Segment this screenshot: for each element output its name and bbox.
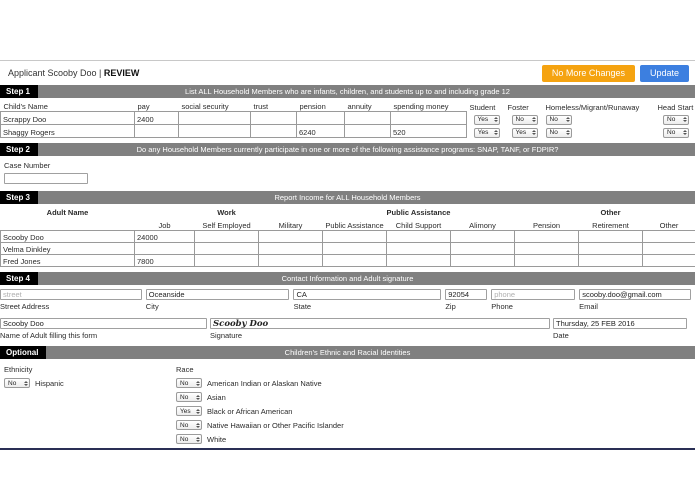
list-item [176, 392, 695, 402]
military-cell[interactable] [259, 243, 323, 255]
city-input[interactable] [146, 289, 290, 300]
col-pay: pay [137, 102, 150, 111]
american-indian-select[interactable] [176, 378, 202, 388]
col-retirement: Retirement [592, 221, 629, 230]
step-3-title: Report Income for ALL Household Members [274, 193, 421, 202]
foster-select[interactable] [512, 128, 538, 138]
table-row [1, 231, 695, 243]
col-spending-money: spending money [393, 102, 449, 111]
head-start-value: No [667, 116, 676, 123]
adult-name-label: Name of Adult filling this form [0, 331, 98, 340]
contact-labels-row [0, 300, 695, 311]
spending-money-cell[interactable]: 520 [391, 125, 467, 138]
updown-arrows-icon [566, 117, 570, 122]
trust-cell[interactable] [251, 125, 297, 138]
american-indian-label: American Indian or Alaskan Native [207, 378, 322, 388]
step-4-title: Contact Information and Adult signature [281, 274, 414, 283]
date-input[interactable] [553, 318, 687, 329]
group-public-assistance: Public Assistance [386, 208, 451, 217]
no-more-changes-button[interactable]: No More Changes [542, 65, 635, 82]
foster-cell [505, 125, 543, 138]
update-button[interactable]: Update [640, 65, 689, 82]
table-row [1, 255, 695, 267]
race-column [176, 365, 695, 448]
child-support-cell[interactable] [387, 243, 451, 255]
step-3-badge: Step 3 [0, 191, 38, 204]
optional-bar [0, 346, 695, 359]
group-spacer [643, 204, 695, 217]
list-item [176, 406, 695, 416]
step-3-group-header-row [1, 204, 695, 217]
social-security-cell[interactable] [179, 112, 251, 125]
adult-name-input[interactable] [0, 318, 207, 329]
race-header: Race [176, 365, 194, 374]
updown-arrows-icon [196, 437, 200, 442]
step-1-header-row [1, 98, 695, 112]
asian-label: Asian [207, 392, 226, 402]
group-spacer [323, 204, 387, 217]
pension-cell[interactable] [515, 231, 579, 243]
step-1-title: List ALL Household Members who are infants, children, and students up to and including grade 12 [185, 87, 510, 96]
street-address-input[interactable] [0, 289, 142, 300]
applicant-name-text: Applicant Scooby Doo | [8, 68, 104, 78]
pension-cell[interactable] [515, 243, 579, 255]
step-2-bar [0, 143, 695, 156]
student-select[interactable] [474, 115, 500, 125]
alimony-cell[interactable] [451, 231, 515, 243]
retirement-cell[interactable] [579, 231, 643, 243]
state-input[interactable] [293, 289, 441, 300]
updown-arrows-icon [24, 381, 28, 386]
child-name-cell[interactable]: Shaggy Rogers [1, 125, 135, 138]
homeless-value: No [549, 116, 558, 123]
updown-arrows-icon [566, 130, 570, 135]
student-cell [467, 125, 505, 138]
optional-body [0, 359, 695, 450]
public-assistance-cell[interactable] [323, 231, 387, 243]
student-select[interactable] [474, 128, 500, 138]
annuity-cell[interactable] [345, 112, 391, 125]
list-item [176, 378, 695, 388]
table-row [1, 125, 695, 138]
hispanic-label: Hispanic [35, 378, 64, 388]
phone-input[interactable] [491, 289, 575, 300]
step-1-bar [0, 85, 695, 98]
top-blank-area [0, 0, 695, 61]
zip-label: Zip [445, 302, 456, 311]
col-pension: pension [299, 102, 326, 111]
self-employed-cell[interactable] [195, 243, 259, 255]
phone-label: Phone [491, 302, 513, 311]
signature-input[interactable] [210, 318, 550, 329]
foster-select[interactable] [512, 115, 538, 125]
col-blank [1, 217, 135, 231]
public-assistance-cell[interactable] [323, 243, 387, 255]
col-annuity: annuity [347, 102, 372, 111]
homeless-select[interactable] [546, 128, 572, 138]
col-head-start: Head Start [657, 102, 694, 112]
step-1-table [0, 98, 695, 138]
child-support-cell[interactable] [387, 255, 451, 267]
student-value: Yes [477, 129, 489, 136]
black-select[interactable] [176, 406, 202, 416]
retirement-cell[interactable] [579, 255, 643, 267]
alimony-cell[interactable] [451, 255, 515, 267]
list-item [4, 378, 176, 388]
group-spacer [135, 204, 195, 217]
col-military: Military [278, 221, 303, 230]
homeless-select[interactable] [546, 115, 572, 125]
pension-cell[interactable] [297, 112, 345, 125]
updown-arrows-icon [494, 130, 498, 135]
contact-inputs-row [0, 285, 695, 300]
updown-arrows-icon [532, 117, 536, 122]
head-start-select[interactable] [663, 128, 689, 138]
native-hawaiian-select[interactable] [176, 420, 202, 430]
annuity-cell[interactable] [345, 125, 391, 138]
optional-badge: Optional [0, 346, 46, 359]
signature-labels-row [0, 329, 695, 340]
step-4-bar [0, 272, 695, 285]
ethnicity-header: Ethnicity [4, 365, 33, 374]
applicant-header-bar [0, 61, 695, 85]
white-select[interactable] [176, 434, 202, 444]
head-start-cell [655, 125, 695, 138]
social-security-cell[interactable] [179, 125, 251, 138]
col-other: Other [659, 221, 679, 230]
job-cell[interactable] [135, 243, 195, 255]
black-label: Black or African American [207, 406, 293, 416]
step-2-title: Do any Household Members currently participate in one or more of the following assistance programs: SNAP, TANF, or FDPIR? [136, 145, 559, 154]
head-start-select[interactable] [663, 115, 689, 125]
signature-inputs-row [0, 311, 695, 329]
updown-arrows-icon [196, 423, 200, 428]
state-label: State [293, 302, 312, 311]
step-2-badge: Step 2 [0, 143, 38, 156]
updown-arrows-icon [683, 117, 687, 122]
review-label: REVIEW [103, 68, 140, 78]
foster-value: No [515, 116, 524, 123]
homeless-cell [543, 125, 655, 138]
spending-money-cell[interactable] [391, 112, 467, 125]
city-label: City [145, 302, 159, 311]
col-child-name: Child's Name [3, 102, 48, 111]
table-row [1, 112, 695, 125]
adult-name-cell[interactable]: Scooby Doo [1, 231, 135, 243]
updown-arrows-icon [196, 409, 200, 414]
list-item [176, 434, 695, 444]
case-number-label: Case Number [4, 161, 51, 170]
other-cell[interactable] [643, 231, 695, 243]
hispanic-value: No [8, 379, 17, 387]
other-cell[interactable] [643, 255, 695, 267]
asian-select[interactable] [176, 392, 202, 402]
updown-arrows-icon [532, 130, 536, 135]
self-employed-cell[interactable] [195, 255, 259, 267]
col-trust: trust [253, 102, 269, 111]
col-pension: Pension [532, 221, 561, 230]
step-3-table [0, 204, 695, 267]
native-hawaiian-label: Native Hawaiian or Other Pacific Islander [207, 420, 344, 430]
zip-input[interactable] [445, 289, 487, 300]
col-homeless-migrant-runaway: Homeless/Migrant/Runaway [545, 102, 640, 112]
col-alimony: Alimony [469, 221, 496, 230]
col-social-security: social security [181, 102, 229, 111]
table-row [1, 243, 695, 255]
white-value: No [180, 435, 189, 443]
job-cell[interactable]: 7800 [135, 255, 195, 267]
military-cell[interactable] [259, 231, 323, 243]
child-support-cell[interactable] [387, 231, 451, 243]
other-cell[interactable] [643, 243, 695, 255]
foster-cell [505, 112, 543, 125]
email-input[interactable] [579, 289, 691, 300]
american-indian-value: No [180, 379, 189, 387]
pension-cell[interactable]: 6240 [297, 125, 345, 138]
head-start-value: No [667, 129, 676, 136]
alimony-cell[interactable] [451, 243, 515, 255]
trust-cell[interactable] [251, 112, 297, 125]
step-3-bar [0, 191, 695, 204]
list-item [176, 420, 695, 430]
black-value: Yes [180, 407, 191, 415]
self-employed-cell[interactable] [195, 231, 259, 243]
asian-value: No [180, 393, 189, 401]
col-child-support: Child Support [395, 221, 442, 230]
retirement-cell[interactable] [579, 243, 643, 255]
group-other: Other [600, 208, 621, 217]
optional-title: Children's Ethnic and Racial Identities [284, 348, 411, 357]
col-student: Student [469, 102, 496, 112]
native-hawaiian-value: No [180, 421, 189, 429]
col-job: Job [158, 221, 171, 230]
head-start-cell [655, 112, 695, 125]
homeless-cell [543, 112, 655, 125]
date-label: Date [553, 331, 569, 340]
military-cell[interactable] [259, 255, 323, 267]
pension-cell[interactable] [515, 255, 579, 267]
homeless-value: No [549, 129, 558, 136]
job-cell[interactable]: 24000 [135, 231, 195, 243]
student-value: Yes [477, 116, 489, 123]
col-public-assistance: Public Assistance [325, 221, 384, 230]
step-4-badge: Step 4 [0, 272, 38, 285]
child-name-cell[interactable]: Scrappy Doo [1, 112, 135, 125]
signature-label: Signature [210, 331, 243, 340]
step-1-badge: Step 1 [0, 85, 38, 98]
group-adult-name: Adult Name [46, 208, 89, 217]
group-spacer [515, 204, 579, 217]
step-2-body [0, 156, 695, 191]
case-number-input[interactable] [4, 173, 88, 184]
public-assistance-cell[interactable] [323, 255, 387, 267]
pay-cell[interactable] [135, 125, 179, 138]
updown-arrows-icon [196, 395, 200, 400]
pay-cell[interactable]: 2400 [135, 112, 179, 125]
updown-arrows-icon [683, 130, 687, 135]
group-work: Work [217, 208, 236, 217]
page-title [8, 68, 139, 78]
group-spacer [451, 204, 515, 217]
street-address-label: Street Address [0, 302, 50, 311]
col-foster: Foster [507, 102, 529, 112]
white-label: White [207, 434, 227, 444]
group-spacer [259, 204, 323, 217]
hispanic-select[interactable] [4, 378, 30, 388]
step-3-header-row [1, 217, 695, 231]
student-cell [467, 112, 505, 125]
foster-value: Yes [515, 129, 527, 136]
adult-name-cell[interactable]: Fred Jones [1, 255, 135, 267]
email-label: Email [579, 302, 598, 311]
adult-name-cell[interactable]: Velma Dinkley [1, 243, 135, 255]
ethnicity-column [4, 365, 176, 448]
col-self-employed: Self Employed [202, 221, 251, 230]
updown-arrows-icon [196, 381, 200, 386]
updown-arrows-icon [494, 117, 498, 122]
